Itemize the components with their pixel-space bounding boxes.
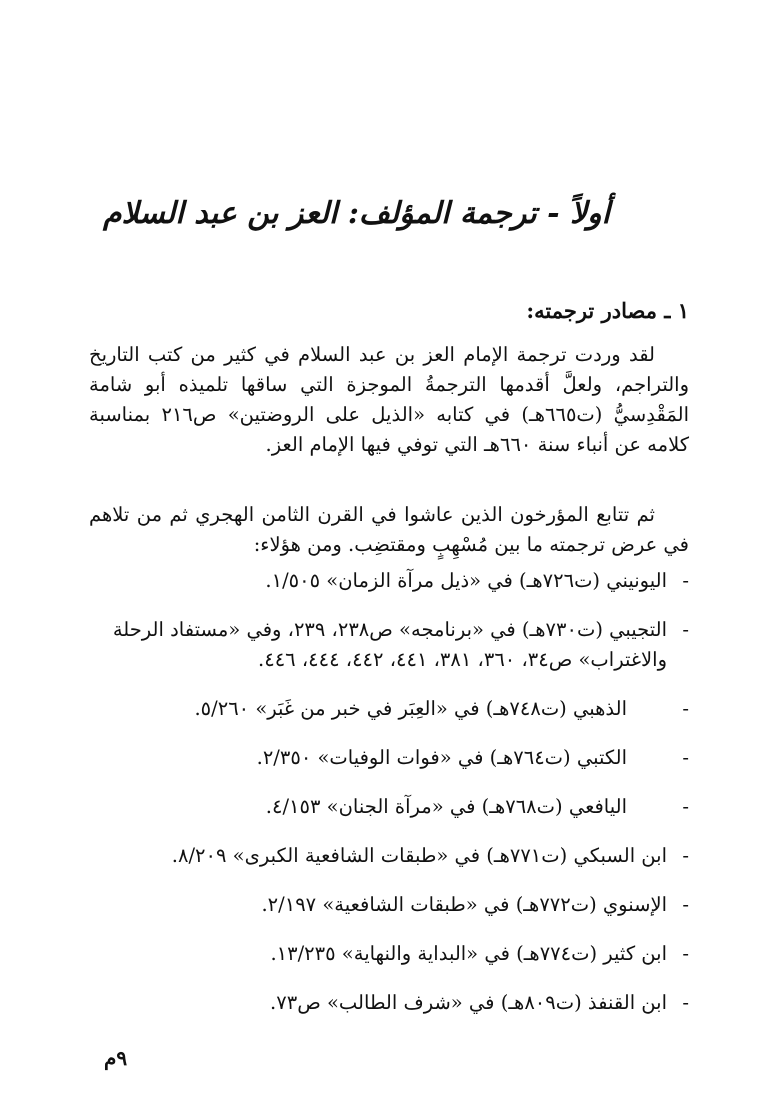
paragraph-historians: ثم تتابع المؤرخون الذين عاشوا في القرن الثامن الهجري ثم من تلاهم في عرض ترجمته ما بين مُسْهِبٍ ومقتضِب. ومن هؤلاء: — [89, 503, 689, 556]
list-item: - ابن السبكي (ت٧٧١هـ) في «طبقات الشافعية الكبرى» ٨/٢٠٩. — [49, 841, 689, 871]
list-item: - الكتبي (ت٧٦٤هـ) في «فوات الوفيات» ٢/٣٥٠. — [49, 743, 689, 773]
list-item: - الذهبي (ت٧٤٨هـ) في «العِبَر في خبر من غَبَر» ٥/٢٦٠. — [49, 694, 689, 724]
chapter-heading: أولاً - ترجمة المؤلف: العز بن عبد السلام — [102, 196, 610, 231]
paragraph-intro: لقد وردت ترجمة الإمام العز بن عبد السلام في كثير من كتب التاريخ والتراجم، ولعلَّ أقدمها الترجمةُ الموجزة التي ساقها تلميذه أبو شامة المَقْدِسيُّ (ت٦٦٥هـ) في كتابه «الذيل على الروضتين» ص٢١٦ بمناسبة كلامه عن أنباء سنة ٦٦٠هـ التي توفي فيها الإمام العز. — [89, 343, 689, 456]
list-item: - التجيبي (ت٧٣٠هـ) في «برنامجه» ص٢٣٨، ٢٣٩، وفي «مستفاد الرحلة والاغتراب» ص٣٤، ٣٦٠، ٣٨١، ٤٤١، ٤٤٢، ٤٤٤، ٤٤٦. — [49, 615, 689, 675]
section-title: ١ ـ مصادر ترجمته: — [526, 298, 689, 323]
sources-list — [49, 566, 689, 1037]
list-item: - اليونيني (ت٧٢٦هـ) في «ذيل مرآة الزمان» ١/٥٠٥. — [49, 566, 689, 596]
list-item: - الإسنوي (ت٧٧٢هـ) في «طبقات الشافعية» ٢/١٩٧. — [49, 890, 689, 920]
list-item: - اليافعي (ت٧٦٨هـ) في «مرآة الجنان» ٤/١٥٣. — [49, 792, 689, 822]
list-item: - ابن القنفذ (ت٨٠٩هـ) في «شرف الطالب» ص٧٣. — [49, 988, 689, 1018]
page-number: ٩م — [104, 1046, 128, 1070]
list-item: - ابن كثير (ت٧٧٤هـ) في «البداية والنهاية» ١٣/٢٣٥. — [49, 939, 689, 969]
